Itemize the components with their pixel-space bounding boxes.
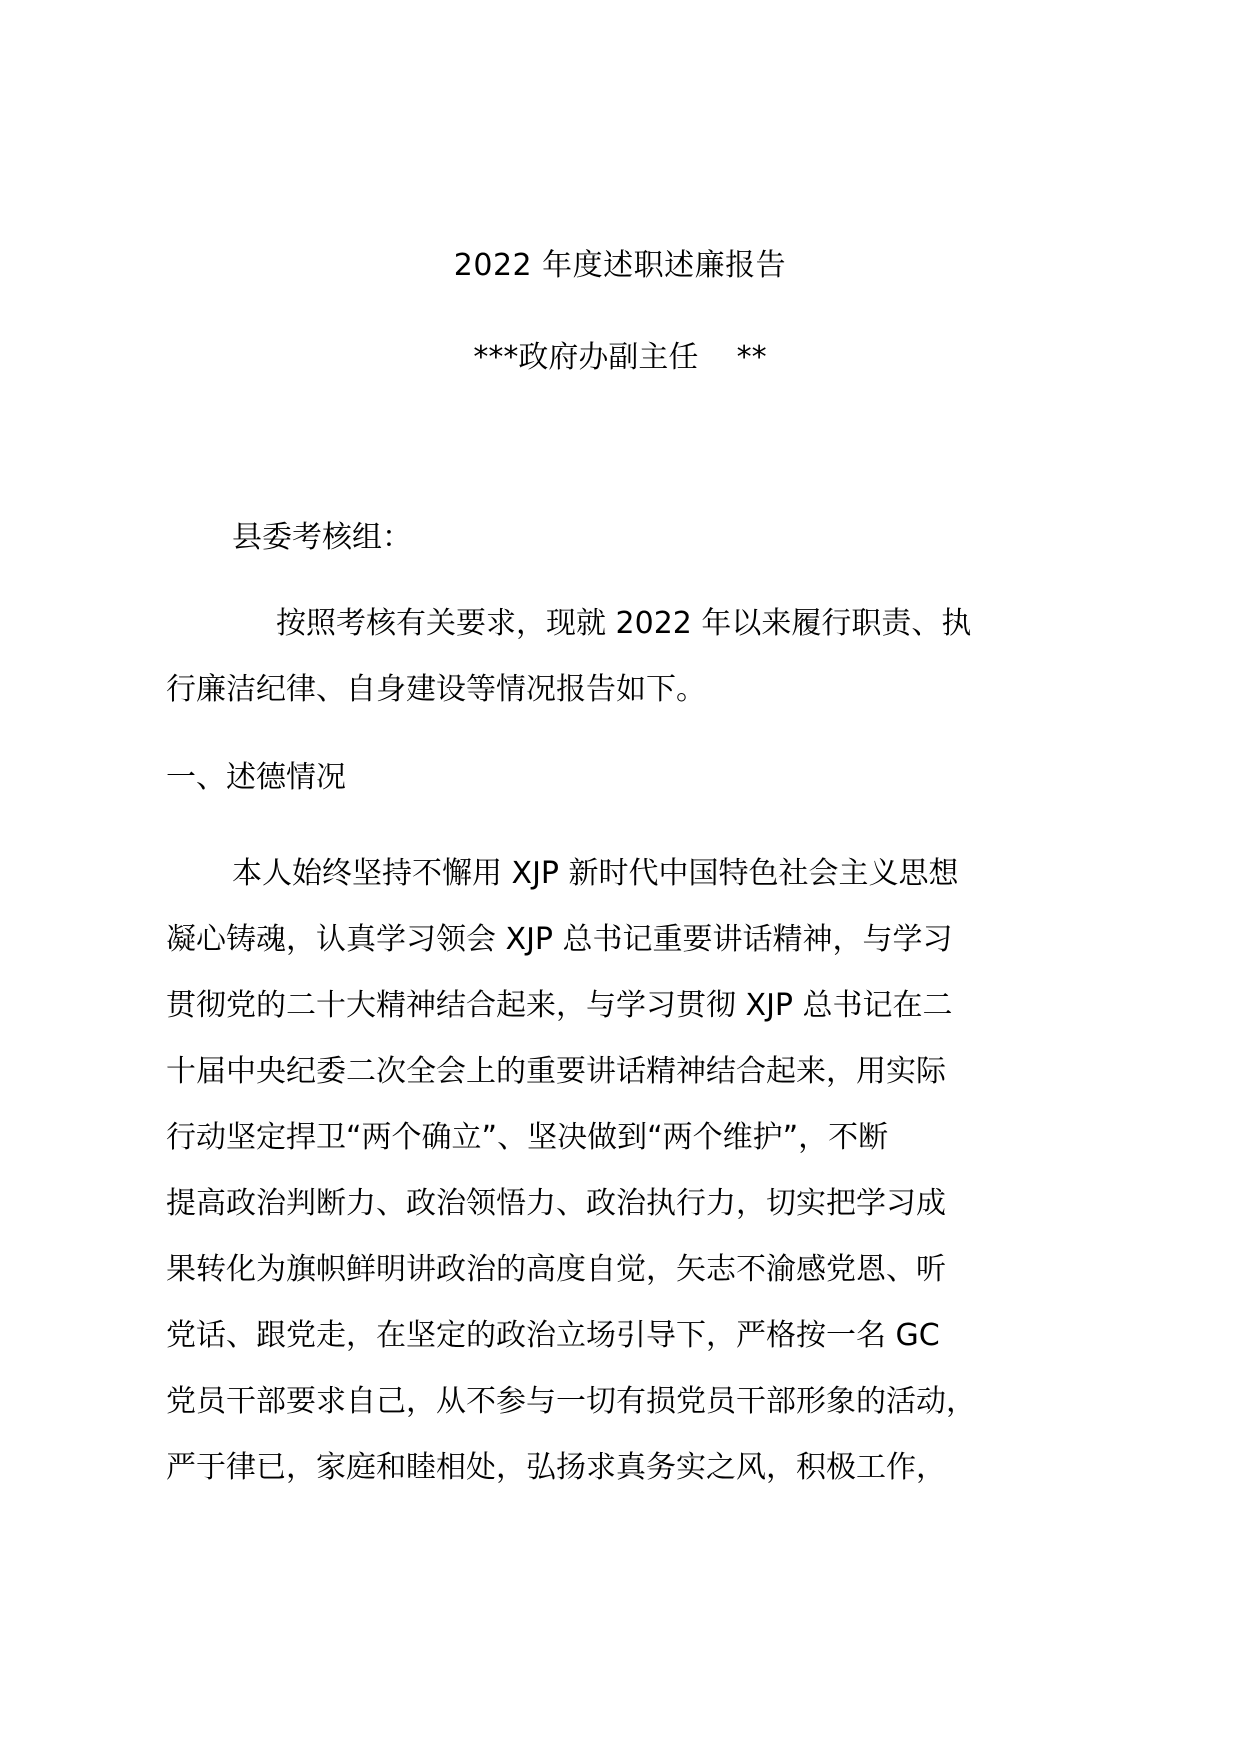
paragraph-line: 十届中央纪委二次全会上的重要讲话精神结合起来，用实际 (166, 1054, 946, 1089)
paragraph-line: 按照考核有关要求，现就 2022 年以来履行职责、执 (276, 606, 972, 641)
paragraph-line: 党员干部要求自己，从不参与一切有损党员干部形象的活动， (166, 1384, 976, 1419)
paragraph-line: 提高政治判断力、政治领悟力、政治执行力，切实把学习成 (166, 1186, 946, 1221)
paragraph-line: 本人始终坚持不懈用 XJP 新时代中国特色社会主义思想 (232, 856, 959, 891)
paragraph-line: 行动坚定捍卫“两个确立”、坚决做到“两个维护”，不断 (166, 1120, 889, 1155)
paragraph-line: 行廉洁纪律、自身建设等情况报告如下。 (166, 672, 706, 707)
paragraph-line: 果转化为旗帜鲜明讲政治的高度自觉，矢志不渝感党恩、听 (166, 1252, 946, 1287)
paragraph-line: 严于律已，家庭和睦相处，弘扬求真务实之风，积极工作， (166, 1450, 946, 1485)
document-title: 2022 年度述职述廉报告 (453, 248, 787, 283)
section-heading: 一、述德情况 (166, 760, 346, 795)
paragraph-line: 党话、跟党走，在坚定的政治立场引导下，严格按一名 GC (166, 1318, 940, 1353)
intro-paragraph (166, 591, 1074, 723)
paragraph-line: 凝心铸魂，认真学习领会 XJP 总书记重要讲话精神，与学习 (166, 922, 953, 957)
body-paragraph (166, 841, 1074, 1501)
paragraph-line: 贯彻党的二十大精神结合起来，与学习贯彻 XJP 总书记在二 (166, 988, 953, 1023)
salutation: 县委考核组： (232, 520, 412, 555)
author-line: ***政府办副主任 ** (473, 340, 767, 375)
